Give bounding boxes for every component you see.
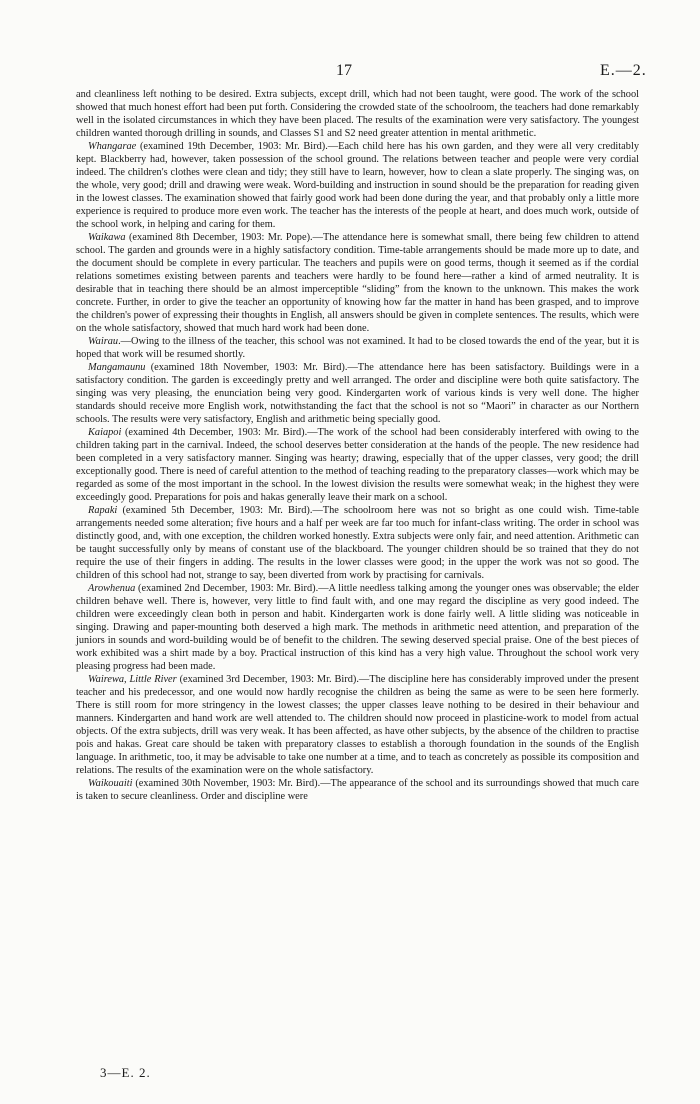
- paragraph-text: and cleanliness left nothing to be desired. Extra subjects, except drill, which had not been taught, were good. The work of the school showed that much honest effort had been put forth. Considering the crowded state of the schoolroom, the teachers had done remarkably well in the isolated circumstances in which they have been placed. The results of the examination were very satisfactory. The youngest children wanted thorough drilling in sounds, and Classes S1 and S2 need greater attention in mental arithmetic.: [76, 89, 639, 139]
- school-name: Kaiapoi: [88, 427, 122, 438]
- school-name: Waikawa: [88, 232, 126, 243]
- paragraph-text: (examined 3rd December, 1903: Mr. Bird).—The discipline here has considerably improved under the present teacher and his predecessor, and one would now hardly recognise the children as being the same as were to be seen here formerly. There is still room for more stringency in the lowest classes; the upper classes leave nothing to be desired in their behaviour and manners. Kindergarten and hand work are well attended to. The children should now proceed in plasticine-work to model from actual objects. Of the extra subjects, drill was very weak. It has been affected, as have other subjects, by the absence of the children to practise pois and hakas. Great care should be taken with preparatory classes to establish a thorough foundation in the sounds of the English language. In arithmetic, too, it may be advisable to take one number at a time, and to teach as concretely as possible its composition and relations. The results of the examination were on the whole satisfactory.: [76, 674, 639, 776]
- paragraph-text: (examined 19th December, 1903: Mr. Bird).—Each child here has his own garden, and they were all very creditably kept. Blackberry had, however, taken possession of the school ground. The relations between teacher and people were very cordial indeed. The children's clothes were clean and tidy; they still have to learn, however, how to clean a slate properly. The singing was, on the whole, very good; drill and drawing were weak. Word-building and instruction in sound should be the preparation for reading given in the lowest classes. The examination showed that fairly good work had been done during the year, and that probably only a little more experience is required to produce more even work. The teacher has the interests of the people at heart, and does much work, outside of the school work, in helping and caring for them.: [76, 141, 639, 230]
- paragraph-wairau: [76, 335, 639, 361]
- page-header: [0, 62, 700, 82]
- paragraph-intro: [76, 88, 639, 140]
- document-reference: E.—2.: [600, 62, 647, 79]
- paragraph-rapaki: [76, 504, 639, 582]
- school-name: Whangarae: [88, 141, 137, 152]
- school-name: Waikouaiti: [88, 778, 133, 789]
- paragraph-waikawa: [76, 231, 639, 335]
- paragraph-text: (examined 5th December, 1903: Mr. Bird).—The schoolroom here was not so bright as one could wish. Time-table arrangements needed some alteration; five hours and a half per week are far too much for infant-class writing. The order in school was distinctly good, and, with one exception, the children worked honestly. Extra subjects were only fair, and need attention. Arithmetic can be taught successfully only by means of constant use of the blackboard. The younger children should be so trained that they do not require the use of their fingers in adding. The results in the lower classes were good; in the upper the work was not so good. The children of this school had not, strange to say, been diverted from work by practising for carnivals.: [76, 505, 639, 581]
- signature-mark: 3—E. 2.: [100, 1065, 151, 1080]
- school-name: Wairewa, Little River: [88, 674, 177, 685]
- paragraph-whangarae: [76, 140, 639, 231]
- paragraph-text: (examined 18th November, 1903: Mr. Bird).—The attendance here has been satisfactory. Buildings were in a satisfactory condition. The garden is exceedingly pretty and well arranged. The order and discipline were both quite satisfactory. The singing was very pleasing, the enunciation being very good. Kindergarten work of various kinds is very well done. The higher standards should receive more English work, notwithstanding the fact that the school is not so “Maori” in character as our Northern schools. The results were very satisfactory, English and arithmetic being specially good.: [76, 362, 639, 425]
- paragraph-kaiapoi: [76, 426, 639, 504]
- paragraph-waikouaiti: [76, 777, 639, 803]
- paragraph-text: (examined 4th December, 1903: Mr. Bird).—The work of the school had been considerably interfered with owing to the children taking part in the carnival. Indeed, the school deserves better consideration at the hands of the people. The new residence had been completed in a very satisfactory manner. Singing was hearty; drawing, especially that of the upper classes, very good; the drill exceptionally good. There is need of careful attention to the method of teaching reading to the preparatory classes—work which may be regarded as some of the most important in the school. In the lowest division the results were somewhat weak; in the highest they were exceedingly good. Preparations for pois and hakas generally leave their mark on a school.: [76, 427, 639, 503]
- page-number: 17: [336, 62, 352, 79]
- school-name: Arowhenua: [88, 583, 136, 594]
- paragraph-arowhenua: [76, 582, 639, 673]
- paragraph-mangamaunu: [76, 361, 639, 426]
- paragraph-text: (examined 30th November, 1903: Mr. Bird).—The appearance of the school and its surroundings showed that much care is taken to secure cleanliness. Order and discipline were: [76, 778, 639, 802]
- school-name: Rapaki: [88, 505, 118, 516]
- paragraph-text: (examined 2nd December, 1903: Mr. Bird).—A little needless talking among the younger ones was observable; the elder children behave well. There is, however, very little to find fault with, and one may regard the discipline as very good indeed. The children were exceedingly clean both in person and habit. Kindergarten work is done fairly well. A little sliding was noticeable in singing. Drawing and paper-mounting both deserved a high mark. The methods in arithmetic need attention, and preparation of the juniors in sounds and word-building would be of benefit to the children. The sewing deserved special praise. One of the best pieces of work exhibited was a shirt made by a boy. Practical instruction of this kind has a very high value. Throughout the school work very pleasing progress had been made.: [76, 583, 639, 672]
- paragraph-wairewa: [76, 673, 639, 777]
- paragraph-text: .—Owing to the illness of the teacher, this school was not examined. It had to be closed towards the end of the year, but it is hoped that work will be resumed shortly.: [76, 336, 639, 360]
- report-body: [76, 88, 639, 803]
- paragraph-text: (examined 8th December, 1903: Mr. Pope).—The attendance here is somewhat small, there being few children to attend school. The garden and grounds were in a highly satisfactory condition. Time-table arrangements should be made more up to date, and the document should be complete in every particular. The teachers and pupils were on good terms, though it seemed as if the cordial relations sometimes existing between parents and teachers were hardly to be found here—rather a kind of armed neutrality. It is desirable that in teaching there should be an almost imperceptible “sliding” from the known to the unknown. This makes the work concrete. Further, in order to give the teacher an opportunity of knowing how far the matter in hand has been grasped, and to improve the children's power of expressing their thoughts in English, all answers should be given in complete sentences. The results, which were on the whole satisfactory, showed that much hard work had been done.: [76, 232, 639, 334]
- school-name: Wairau: [88, 336, 119, 347]
- school-name: Mangamaunu: [88, 362, 146, 373]
